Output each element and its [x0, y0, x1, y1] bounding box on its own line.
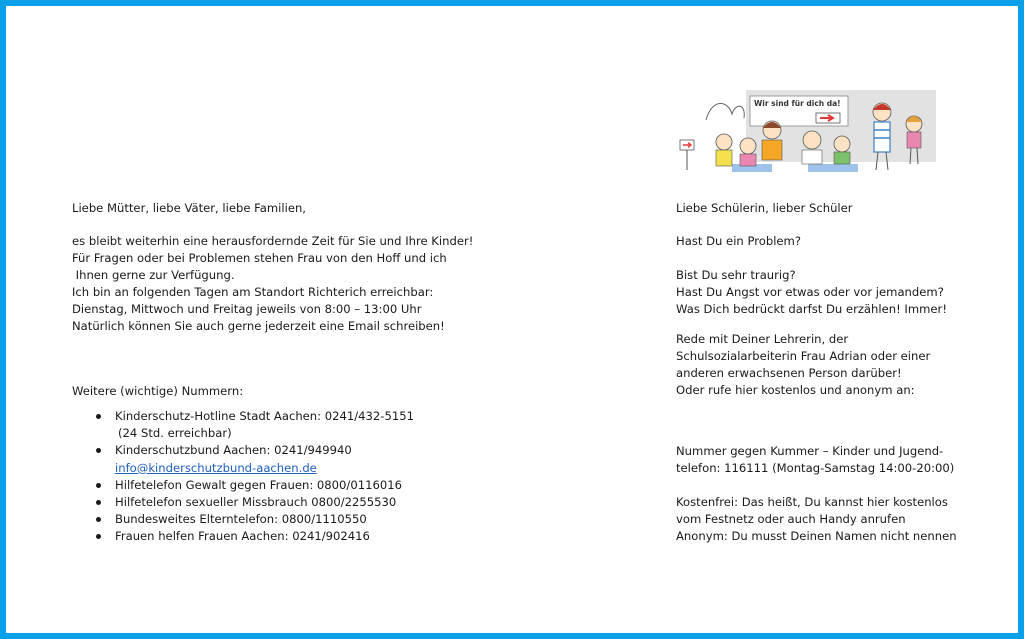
child-figure: [716, 134, 732, 166]
child-figure: [762, 121, 782, 160]
number-entry-note: (24 Std. erreichbar): [118, 426, 232, 441]
talk-line: anderen erwachsenen Person darüber!: [676, 366, 902, 380]
talk-line: Oder rufe hier kostenlos und anonym an:: [676, 383, 915, 397]
intro-line: es bleibt weiterhin eine herausfordernde Zeit für Sie und Ihre Kinder!: [72, 234, 474, 248]
info-line: Anonym: Du musst Deinen Namen nicht nennen: [676, 529, 957, 543]
number-entry: Frauen helfen Frauen Aachen: 0241/902416: [115, 529, 370, 544]
hotline-line: telefon: 116111 (Montag-Samstag 14:00-20:00): [676, 461, 955, 475]
talk-line: Schulsozialarbeiterin Frau Adrian oder einer: [676, 349, 931, 363]
question-line: Was Dich bedrückt darfst Du erzählen! Immer!: [676, 302, 947, 316]
number-entry: Hilfetelefon sexueller Missbrauch 0800/2255530: [115, 495, 397, 510]
intro-line: Natürlich können Sie auch gerne jederzeit eine Email schreiben!: [72, 319, 445, 333]
list-item: [94, 494, 414, 511]
talk-line: Rede mit Deiner Lehrerin, der: [676, 332, 849, 346]
number-entry: Kinderschutz-Hotline Stadt Aachen: 0241/432-5151: [115, 409, 414, 423]
sign-text: Wir sind für dich da!: [754, 99, 841, 108]
hotline-line: Nummer gegen Kummer – Kinder und Jugend-: [676, 444, 944, 458]
intro-line: Ihnen gerne zur Verfügung.: [72, 268, 235, 282]
intro-line: Dienstag, Mittwoch und Freitag jeweils von 8:00 – 13:00 Uhr: [72, 302, 422, 316]
numbers-heading: Weitere (wichtige) Nummern:: [72, 384, 244, 398]
info-line: vom Festnetz oder auch Handy anrufen: [676, 512, 906, 526]
list-item: [94, 477, 414, 494]
child-figure: [740, 138, 756, 166]
list-item: [94, 442, 414, 476]
parents-greeting: Liebe Mütter, liebe Väter, liebe Familien,: [72, 201, 306, 215]
doodle-icon: [706, 103, 744, 120]
intro-line: Ich bin an folgenden Tagen am Standort Richterich erreichbar:: [72, 285, 434, 299]
list-item: [94, 528, 414, 545]
child-figure: [834, 136, 850, 164]
number-entry: Hilfetelefon Gewalt gegen Frauen: 0800/0116016: [115, 477, 402, 492]
question-line: Bist Du sehr traurig?: [676, 268, 796, 282]
children-group-illustration: [676, 90, 938, 180]
number-entry: Kinderschutzbund Aachen: 0241/949940: [115, 443, 352, 458]
number-entry: Bundesweites Elterntelefon: 0800/1110550: [115, 512, 367, 527]
numbers-list: [94, 408, 414, 546]
students-greeting: Liebe Schülerin, lieber Schüler: [676, 201, 853, 215]
floor-mat: [808, 164, 858, 172]
problem-question: Hast Du ein Problem?: [676, 234, 801, 248]
intro-line: Für Fragen oder bei Problemen stehen Frau von den Hoff und ich: [72, 251, 447, 265]
info-line: Kostenfrei: Das heißt, Du kannst hier kostenlos: [676, 495, 948, 509]
email-link[interactable]: info@kinderschutzbund-aachen.de: [115, 460, 317, 475]
list-item: [94, 511, 414, 528]
list-item: [94, 408, 414, 442]
question-line: Hast Du Angst vor etwas oder vor jemandem?: [676, 285, 944, 299]
